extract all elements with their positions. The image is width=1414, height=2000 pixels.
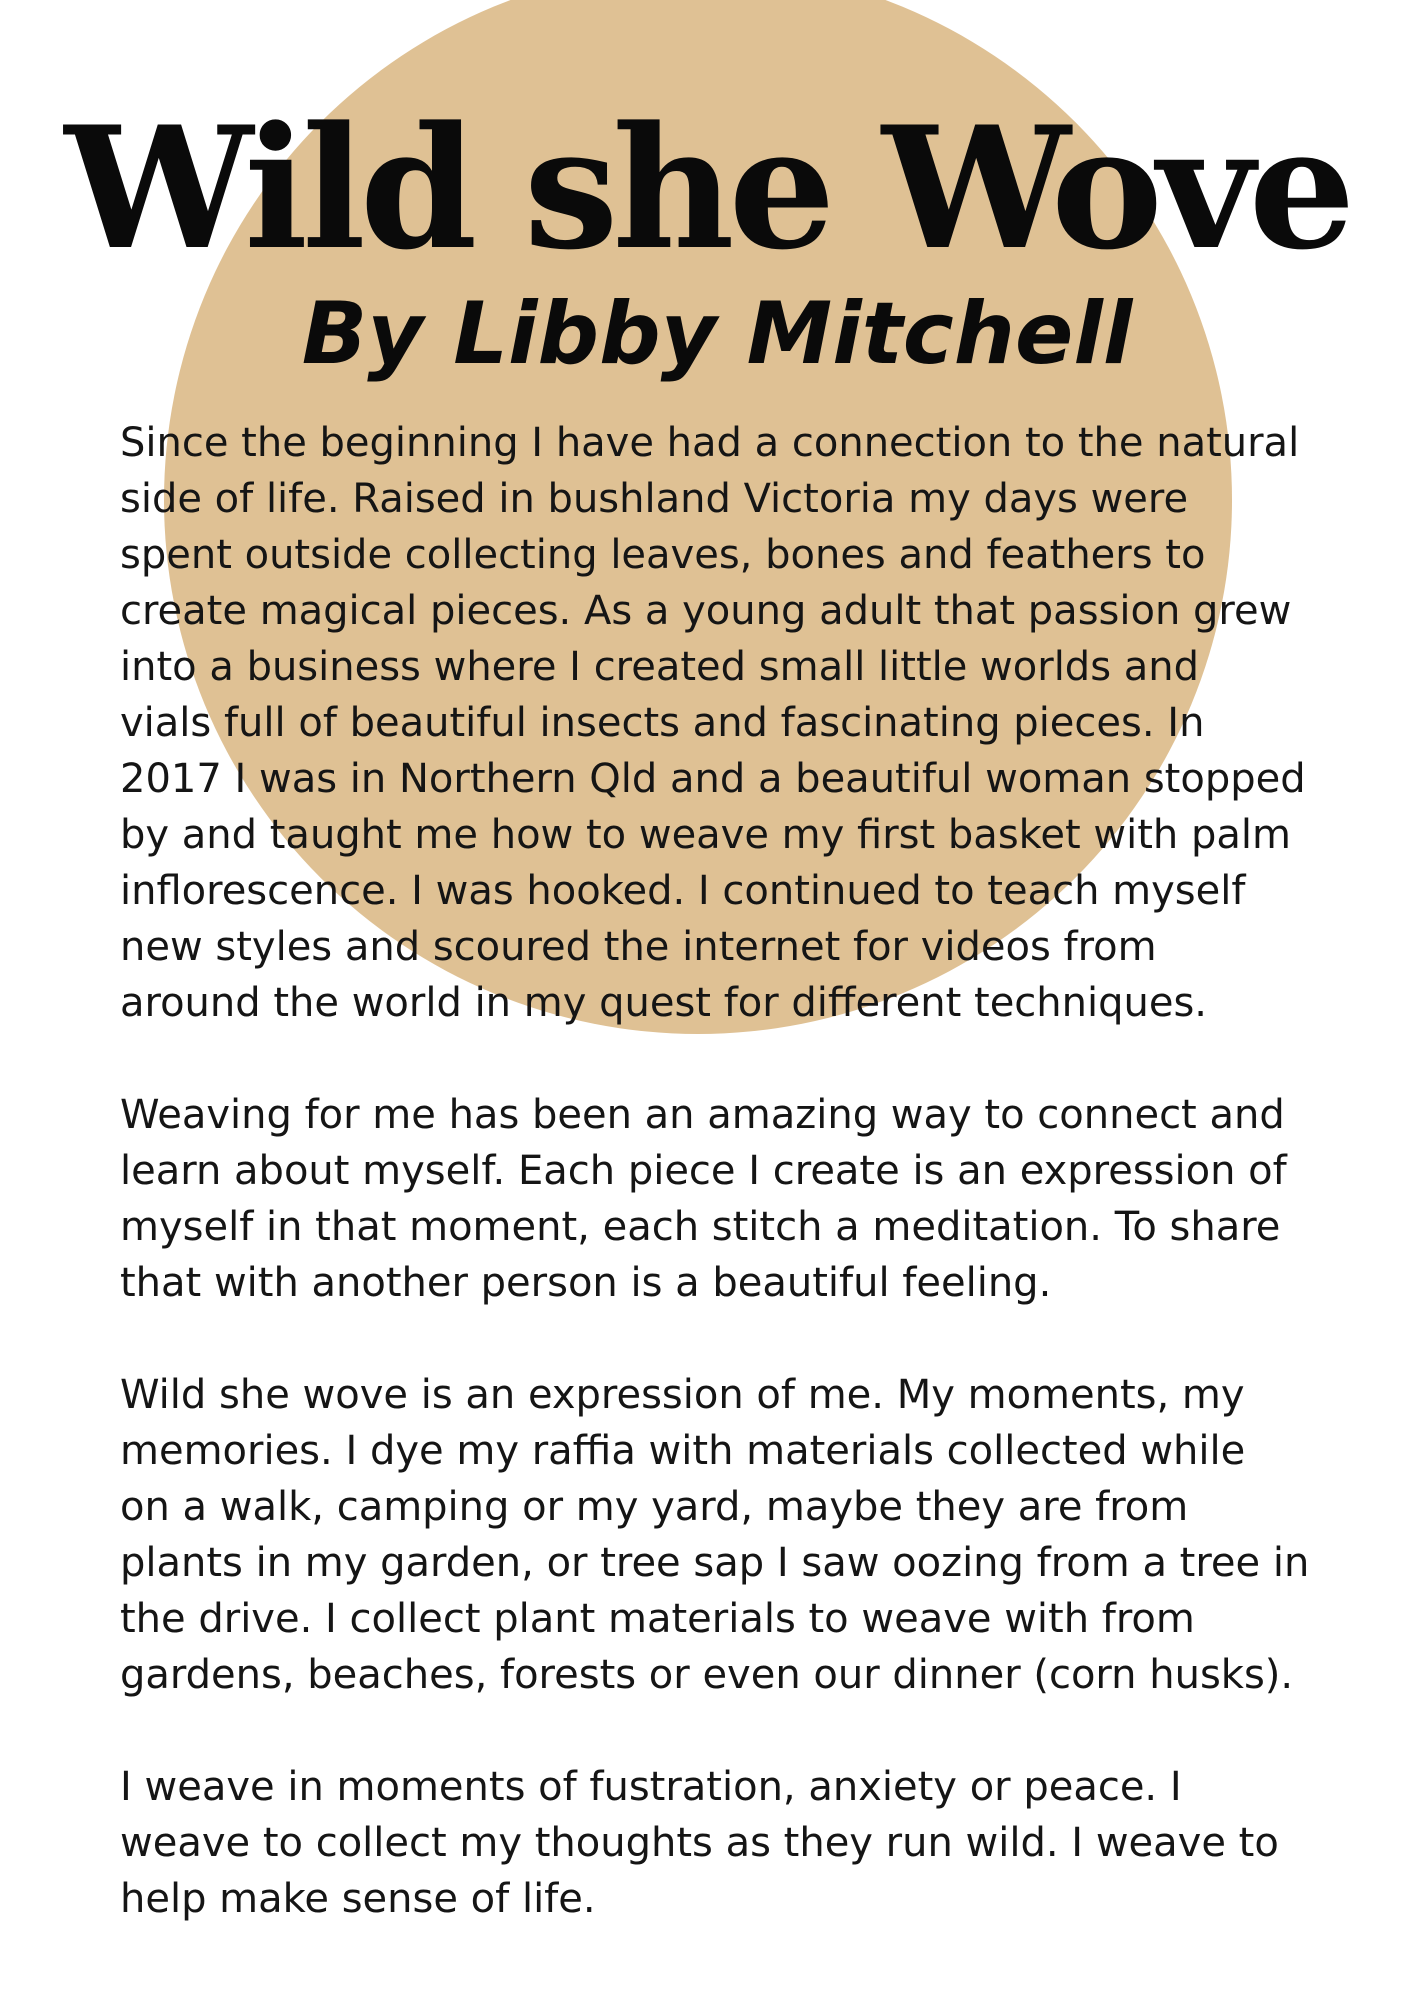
text-line: gardens, beaches, forests or even our dinner (corn husks).: [120, 1652, 1294, 1698]
paragraph-3: [120, 1367, 1310, 1703]
text-line: myself in that moment, each stitch a meditation. To share: [120, 1204, 1281, 1250]
paragraph-1: [120, 415, 1306, 1031]
paragraph-4: [120, 1759, 1300, 1927]
text-line: help make sense of life.: [120, 1876, 596, 1922]
text-line: vials full of beautiful insects and fascinating pieces. In: [120, 700, 1205, 746]
text-line: new styles and scoured the internet for videos from: [120, 924, 1157, 970]
text-line: plants in my garden, or tree sap I saw oozing from a tree in: [120, 1540, 1310, 1586]
text-line: spent outside collecting leaves, bones and feathers to: [120, 532, 1206, 578]
text-line: the drive. I collect plant materials to weave with from: [120, 1596, 1195, 1642]
text-line: by and taught me how to weave my first basket with palm: [120, 812, 1291, 858]
author-byline: By Libby Mitchell: [301, 284, 1133, 384]
text-line: into a business where I created small little worlds and: [120, 644, 1200, 690]
text-line: Since the beginning I have had a connection to the natural: [120, 420, 1300, 466]
text-line: side of life. Raised in bushland Victoria my days were: [120, 476, 1189, 522]
text-line: memories. I dye my raffia with materials collected while: [120, 1428, 1246, 1474]
paragraph-2: [120, 1087, 1300, 1311]
text-line: create magical pieces. As a young adult that passion grew: [120, 588, 1292, 634]
article-body: [120, 415, 1310, 1983]
text-line: inflorescence. I was hooked. I continued to teach myself: [120, 868, 1246, 914]
page-title: Wild she Wove: [64, 89, 1350, 287]
text-line: weave to collect my thoughts as they run wild. I weave to: [120, 1820, 1279, 1866]
text-line: learn about myself. Each piece I create is an expression of: [120, 1148, 1287, 1194]
text-line: 2017 I was in Northern Qld and a beautiful woman stopped: [120, 756, 1306, 802]
text-line: Weaving for me has been an amazing way to connect and: [120, 1092, 1285, 1138]
text-line: Wild she wove is an expression of me. My moments, my: [120, 1372, 1245, 1418]
text-line: around the world in my quest for different techniques.: [120, 980, 1208, 1026]
text-line: I weave in moments of fustration, anxiety or peace. I: [120, 1764, 1182, 1810]
text-line: that with another person is a beautiful feeling.: [120, 1260, 1052, 1306]
text-line: on a walk, camping or my yard, maybe they are from: [120, 1484, 1189, 1530]
